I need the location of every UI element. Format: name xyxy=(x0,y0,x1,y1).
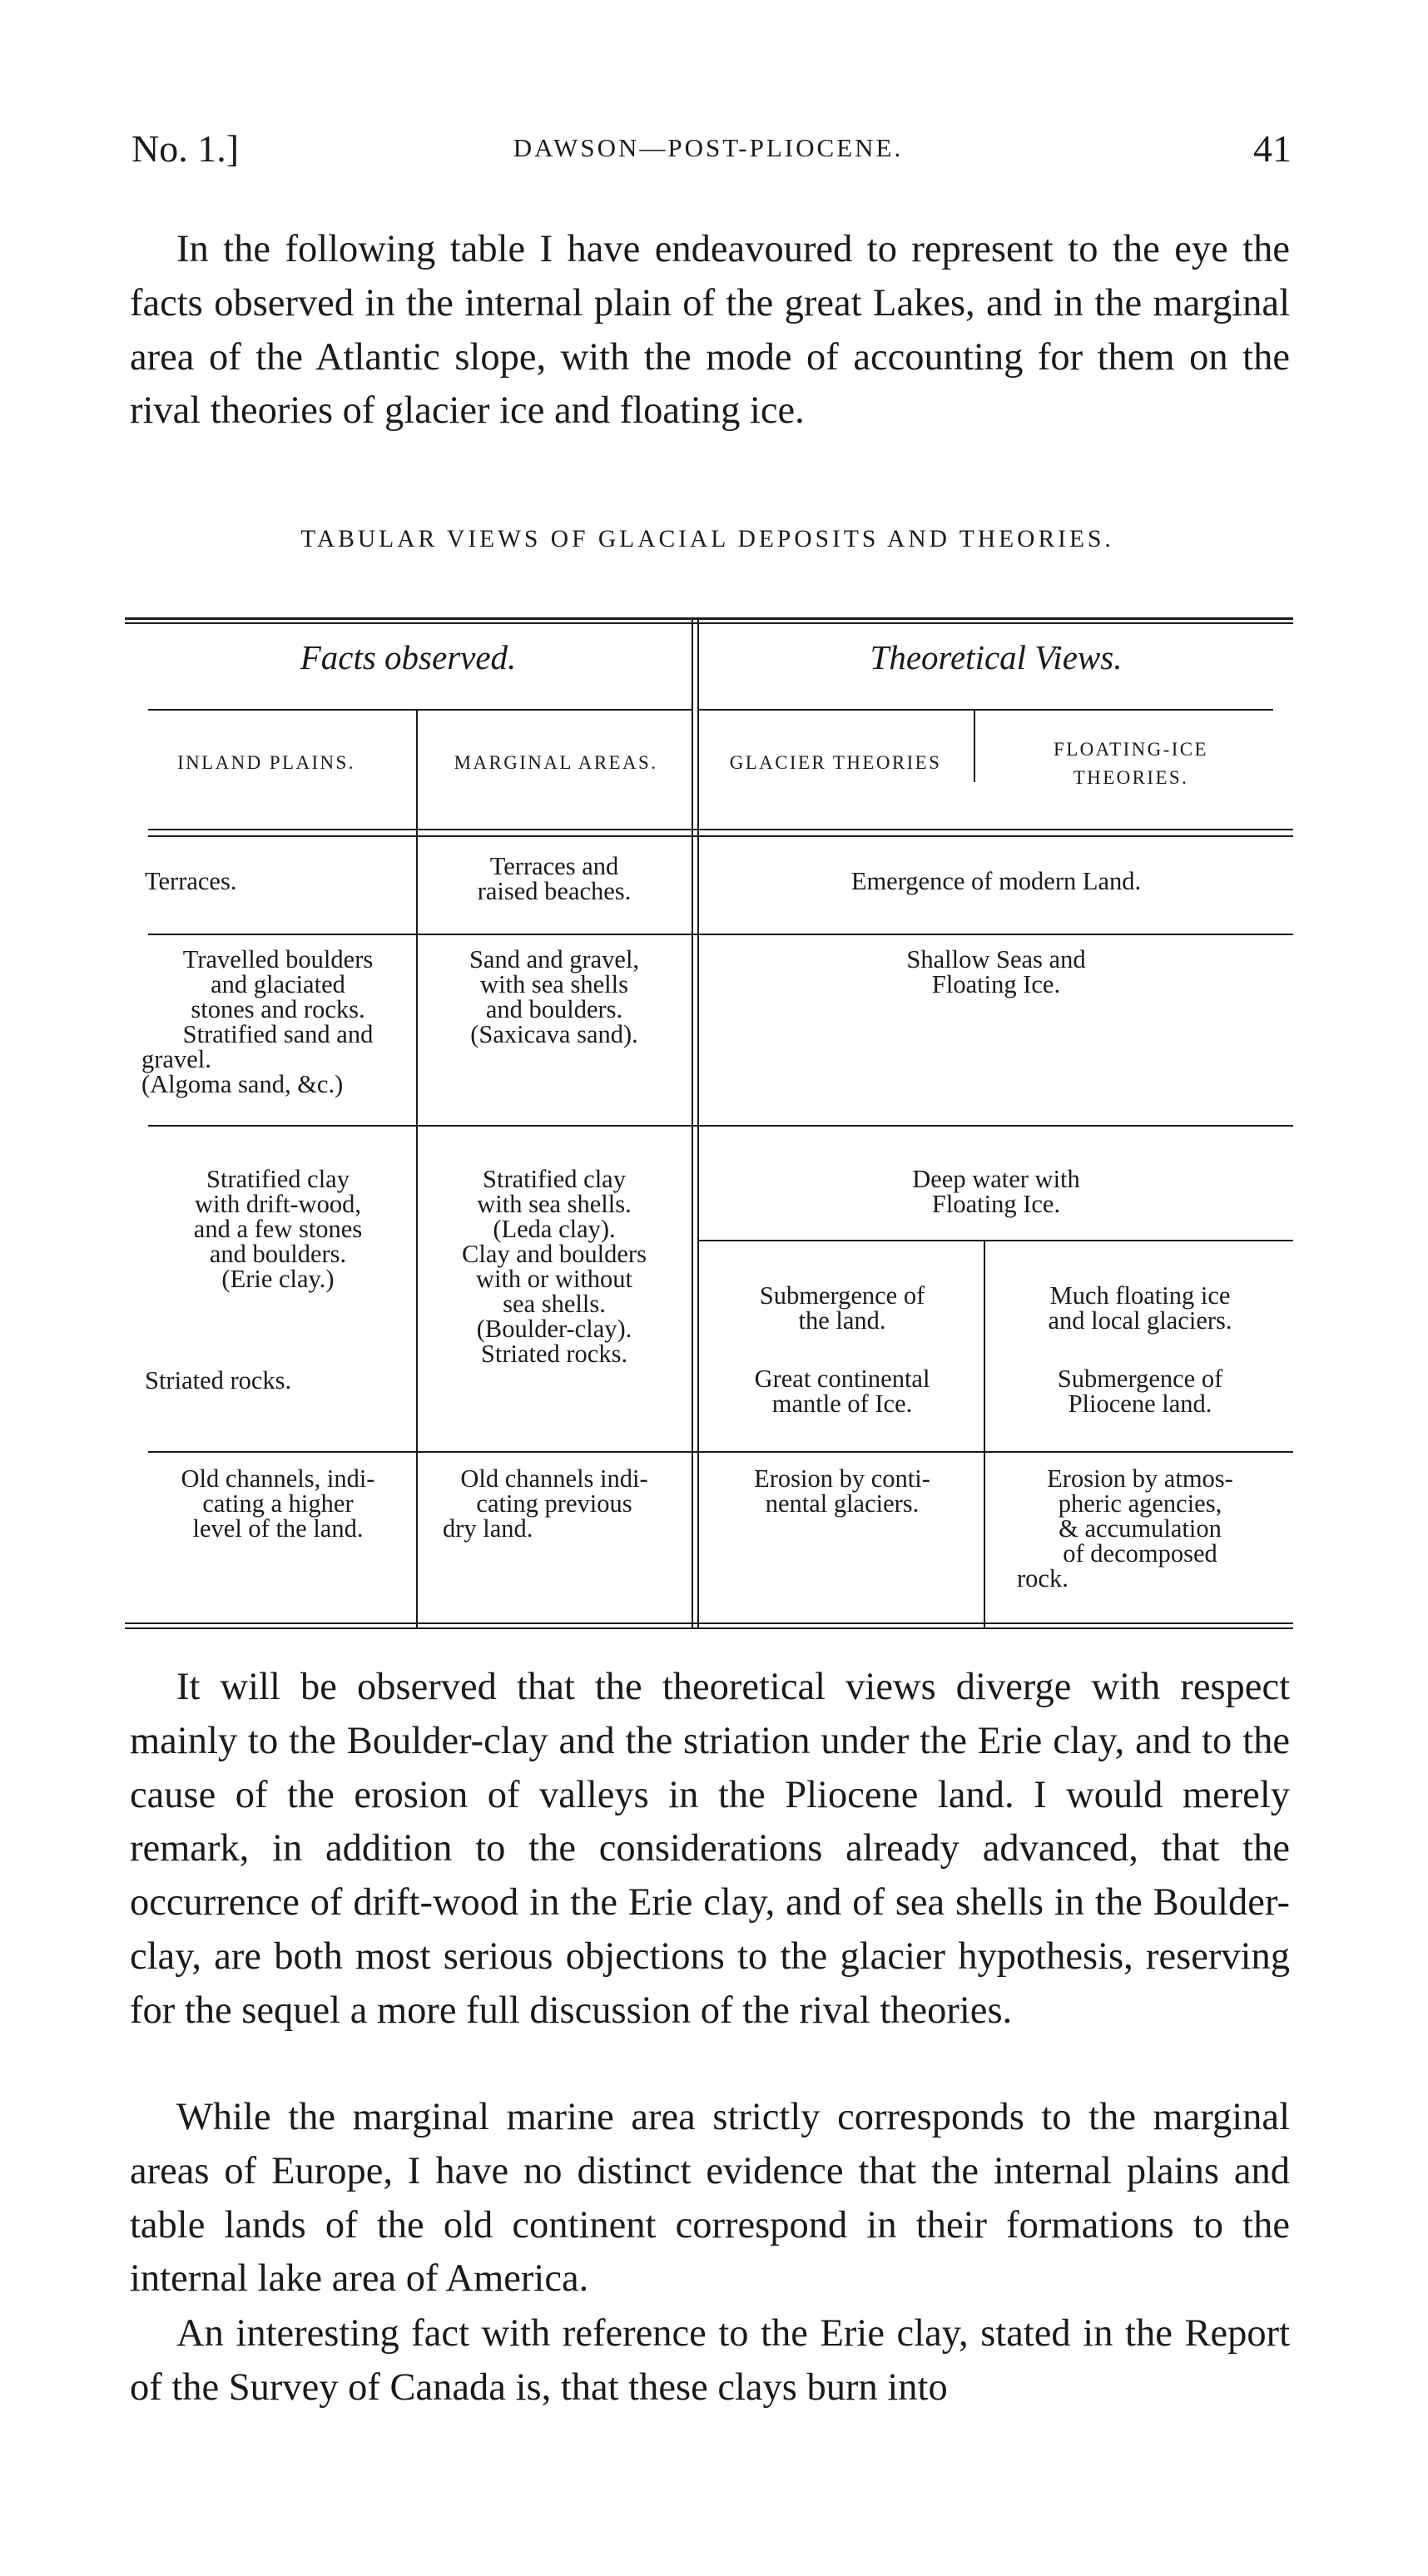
r2-marginal-line-3: and boulders. xyxy=(485,995,623,1023)
comparison-paragraph: While the marginal marine area strictly corresponds to the marginal areas of Europe, I have no distinct evidence that the internal plains and table lands of the old continent correspond in their formations to the internal lake area of America. xyxy=(130,2096,1290,2301)
table-bottom-rule xyxy=(125,1622,1293,1624)
row-2-rule xyxy=(148,1125,1293,1127)
r2-inland-line-2: and glaciated xyxy=(211,970,345,998)
r3-marginal-line-5: with or without xyxy=(475,1265,633,1293)
r3-marginal-line-4: Clay and boulders xyxy=(462,1240,647,1268)
r4-floating-line-2: pheric agencies, xyxy=(1058,1489,1222,1518)
r4-inland-line-2: cating a higher xyxy=(202,1489,354,1518)
r3-inland-line-1: Stratified clay xyxy=(206,1165,350,1193)
r4-glacier xyxy=(702,1466,982,1516)
r3-glacier-b-line-1: Great continental xyxy=(754,1365,930,1393)
r3-glacier-b xyxy=(702,1366,982,1416)
r2-inland-line-5: gravel. xyxy=(141,1045,211,1073)
running-title: DAWSON—POST-PLIOCENE. xyxy=(513,133,904,162)
r2-theory-line-2: Floating Ice. xyxy=(931,970,1061,998)
r2-theory xyxy=(699,947,1293,997)
r4-marginal-line-3: dry land. xyxy=(443,1514,533,1543)
r4-glacier-line-1: Erosion by conti- xyxy=(754,1464,930,1493)
issue-number: No. 1.] xyxy=(131,127,240,170)
floating-ice-header xyxy=(977,736,1285,792)
r3-floating-b-line-2: Pliocene land. xyxy=(1068,1390,1212,1418)
column-header-rule xyxy=(148,829,1293,830)
intro-paragraph: In the following table I have endeavoured to represent to the eye the facts observed in the internal plain of the great Lakes, and in the marginal area of the Atlantic slope, with the mode of accounting for them on the rival theories of glacier ice and floating ice. xyxy=(130,228,1290,433)
r3-inland-line-3: and a few stones xyxy=(193,1215,363,1243)
r4-floating-line-5: rock. xyxy=(1017,1564,1069,1593)
table-title: TABULAR VIEWS OF GLACIAL DEPOSITS AND THEORIES. xyxy=(300,526,1114,552)
table-top-rule xyxy=(125,617,1293,620)
r2-inland-line-6: (Algoma sand, &c.) xyxy=(141,1070,344,1098)
group-header-rule-left xyxy=(148,709,692,711)
r4-inland xyxy=(141,1466,414,1541)
floating-ice-header-line-2: THEORIES. xyxy=(1073,767,1189,788)
r3-floating-a-line-1: Much floating ice xyxy=(1049,1281,1231,1310)
r3-theory-top xyxy=(699,1167,1293,1216)
r2-inland-line-4: Stratified sand and xyxy=(182,1020,374,1048)
r4-inland-line-3: level of the land. xyxy=(192,1514,364,1543)
column-header-rule-inner xyxy=(148,835,1293,837)
r1-theory: Emergence of modern Land. xyxy=(850,867,1142,895)
r3-inland-line-4: and boulders. xyxy=(209,1240,347,1268)
r2-marginal xyxy=(421,947,687,1047)
row-3-subrule xyxy=(699,1240,1293,1241)
r1-marginal xyxy=(421,854,687,904)
row-3-rule xyxy=(148,1451,1293,1453)
floating-ice-header-line-1: FLOATING-ICE xyxy=(1054,739,1208,760)
glacial-deposits-table xyxy=(125,617,1293,1629)
theoretical-views-header: Theoretical Views. xyxy=(870,638,1123,676)
r3-marginal-line-8: Striated rocks. xyxy=(480,1340,628,1368)
r3-glacier-b-line-2: mantle of Ice. xyxy=(771,1390,913,1418)
facts-observed-header: Facts observed. xyxy=(300,638,517,676)
r3-glacier-a-line-2: the land. xyxy=(798,1306,886,1335)
glacier-theories-header: GLACIER THEORIES xyxy=(729,752,942,773)
table-top-rule-inner xyxy=(125,622,1293,624)
marginal-areas-header: MARGINAL AREAS. xyxy=(454,752,658,773)
r3-floating-a-line-2: and local glaciers. xyxy=(1048,1306,1232,1335)
r4-marginal-line-1: Old channels indi- xyxy=(460,1464,648,1493)
r3-marginal-line-7: (Boulder-clay). xyxy=(476,1315,632,1343)
r3-inland xyxy=(141,1167,414,1291)
r1-marginal-line-2: raised beaches. xyxy=(477,877,632,905)
discussion-paragraph: It will be observed that the theoretical views diverge with respect mainly to the Boulder-clay and the striation under the Erie clay, and to the cause of the erosion of valleys in the Pliocene land. I would merely remark, in addition to the considerations already advanced, that the occurrence of drift-wood in the Erie clay, and of sea shells in the Boulder-clay, are both most serious objections to the glacier hypothesis, reserving for the sequel a more full discussion of the rival theories. xyxy=(130,1666,1290,2032)
r4-floating-line-1: Erosion by atmos- xyxy=(1047,1464,1233,1493)
r4-floating-line-4: of decomposed xyxy=(1063,1539,1217,1568)
r3-marginal xyxy=(421,1167,687,1366)
col-divider-facts xyxy=(416,711,418,1629)
row-1-rule xyxy=(148,934,1293,935)
r3-theory-line-1: Deep water with xyxy=(912,1165,1080,1193)
r3-marginal-line-2: with sea shells. xyxy=(477,1190,632,1218)
r4-marginal xyxy=(421,1466,687,1541)
r3-floating-a xyxy=(987,1283,1293,1333)
col-divider-theory-header xyxy=(974,711,975,782)
r2-marginal-line-2: with sea shells xyxy=(480,970,628,998)
table-bottom-rule-outer xyxy=(125,1627,1293,1629)
r2-inland-line-1: Travelled boulders xyxy=(182,945,374,973)
col-divider-theory xyxy=(984,1241,985,1629)
r4-glacier-line-2: nental glaciers. xyxy=(765,1489,920,1518)
r3-glacier-a xyxy=(702,1283,982,1333)
inland-plains-header: INLAND PLAINS. xyxy=(177,752,355,773)
r2-inland-line-3: stones and rocks. xyxy=(191,995,365,1023)
running-head xyxy=(125,126,1292,176)
r3-marginal-line-6: sea shells. xyxy=(503,1290,606,1318)
r3-inland-line-2: with drift-wood, xyxy=(195,1190,361,1218)
r4-inland-line-1: Old channels, indi- xyxy=(181,1464,375,1493)
r3-marginal-line-3: (Leda clay). xyxy=(493,1215,616,1243)
r3-glacier-a-line-1: Submergence of xyxy=(759,1281,925,1310)
page-number: 41 xyxy=(1253,127,1292,170)
r2-marginal-line-4: (Saxicava sand). xyxy=(470,1020,638,1048)
r3-theory-line-2: Floating Ice. xyxy=(931,1190,1061,1218)
r1-inland: Terraces. xyxy=(145,867,237,895)
r2-theory-line-1: Shallow Seas and xyxy=(906,945,1086,973)
r3-inland-striated: Striated rocks. xyxy=(145,1366,292,1395)
r4-floating xyxy=(987,1466,1293,1591)
r2-marginal-line-1: Sand and gravel, xyxy=(469,945,640,973)
r4-marginal-line-2: cating previous xyxy=(476,1489,632,1518)
group-header-rule-right xyxy=(699,709,1273,711)
erie-clay-paragraph: An interesting fact with reference to the Erie clay, stated in the Report of the Survey of Canada is, that these clays burn into xyxy=(130,2312,1290,2409)
r3-inland-line-5: (Erie clay.) xyxy=(221,1265,335,1293)
r3-marginal-line-1: Stratified clay xyxy=(483,1165,626,1193)
r1-marginal-line-1: Terraces and xyxy=(489,852,619,880)
r3-floating-b-line-1: Submergence of xyxy=(1057,1365,1223,1393)
r2-inland xyxy=(141,947,414,1097)
r3-floating-b xyxy=(987,1366,1293,1416)
r4-floating-line-3: & accumulation xyxy=(1059,1514,1222,1543)
